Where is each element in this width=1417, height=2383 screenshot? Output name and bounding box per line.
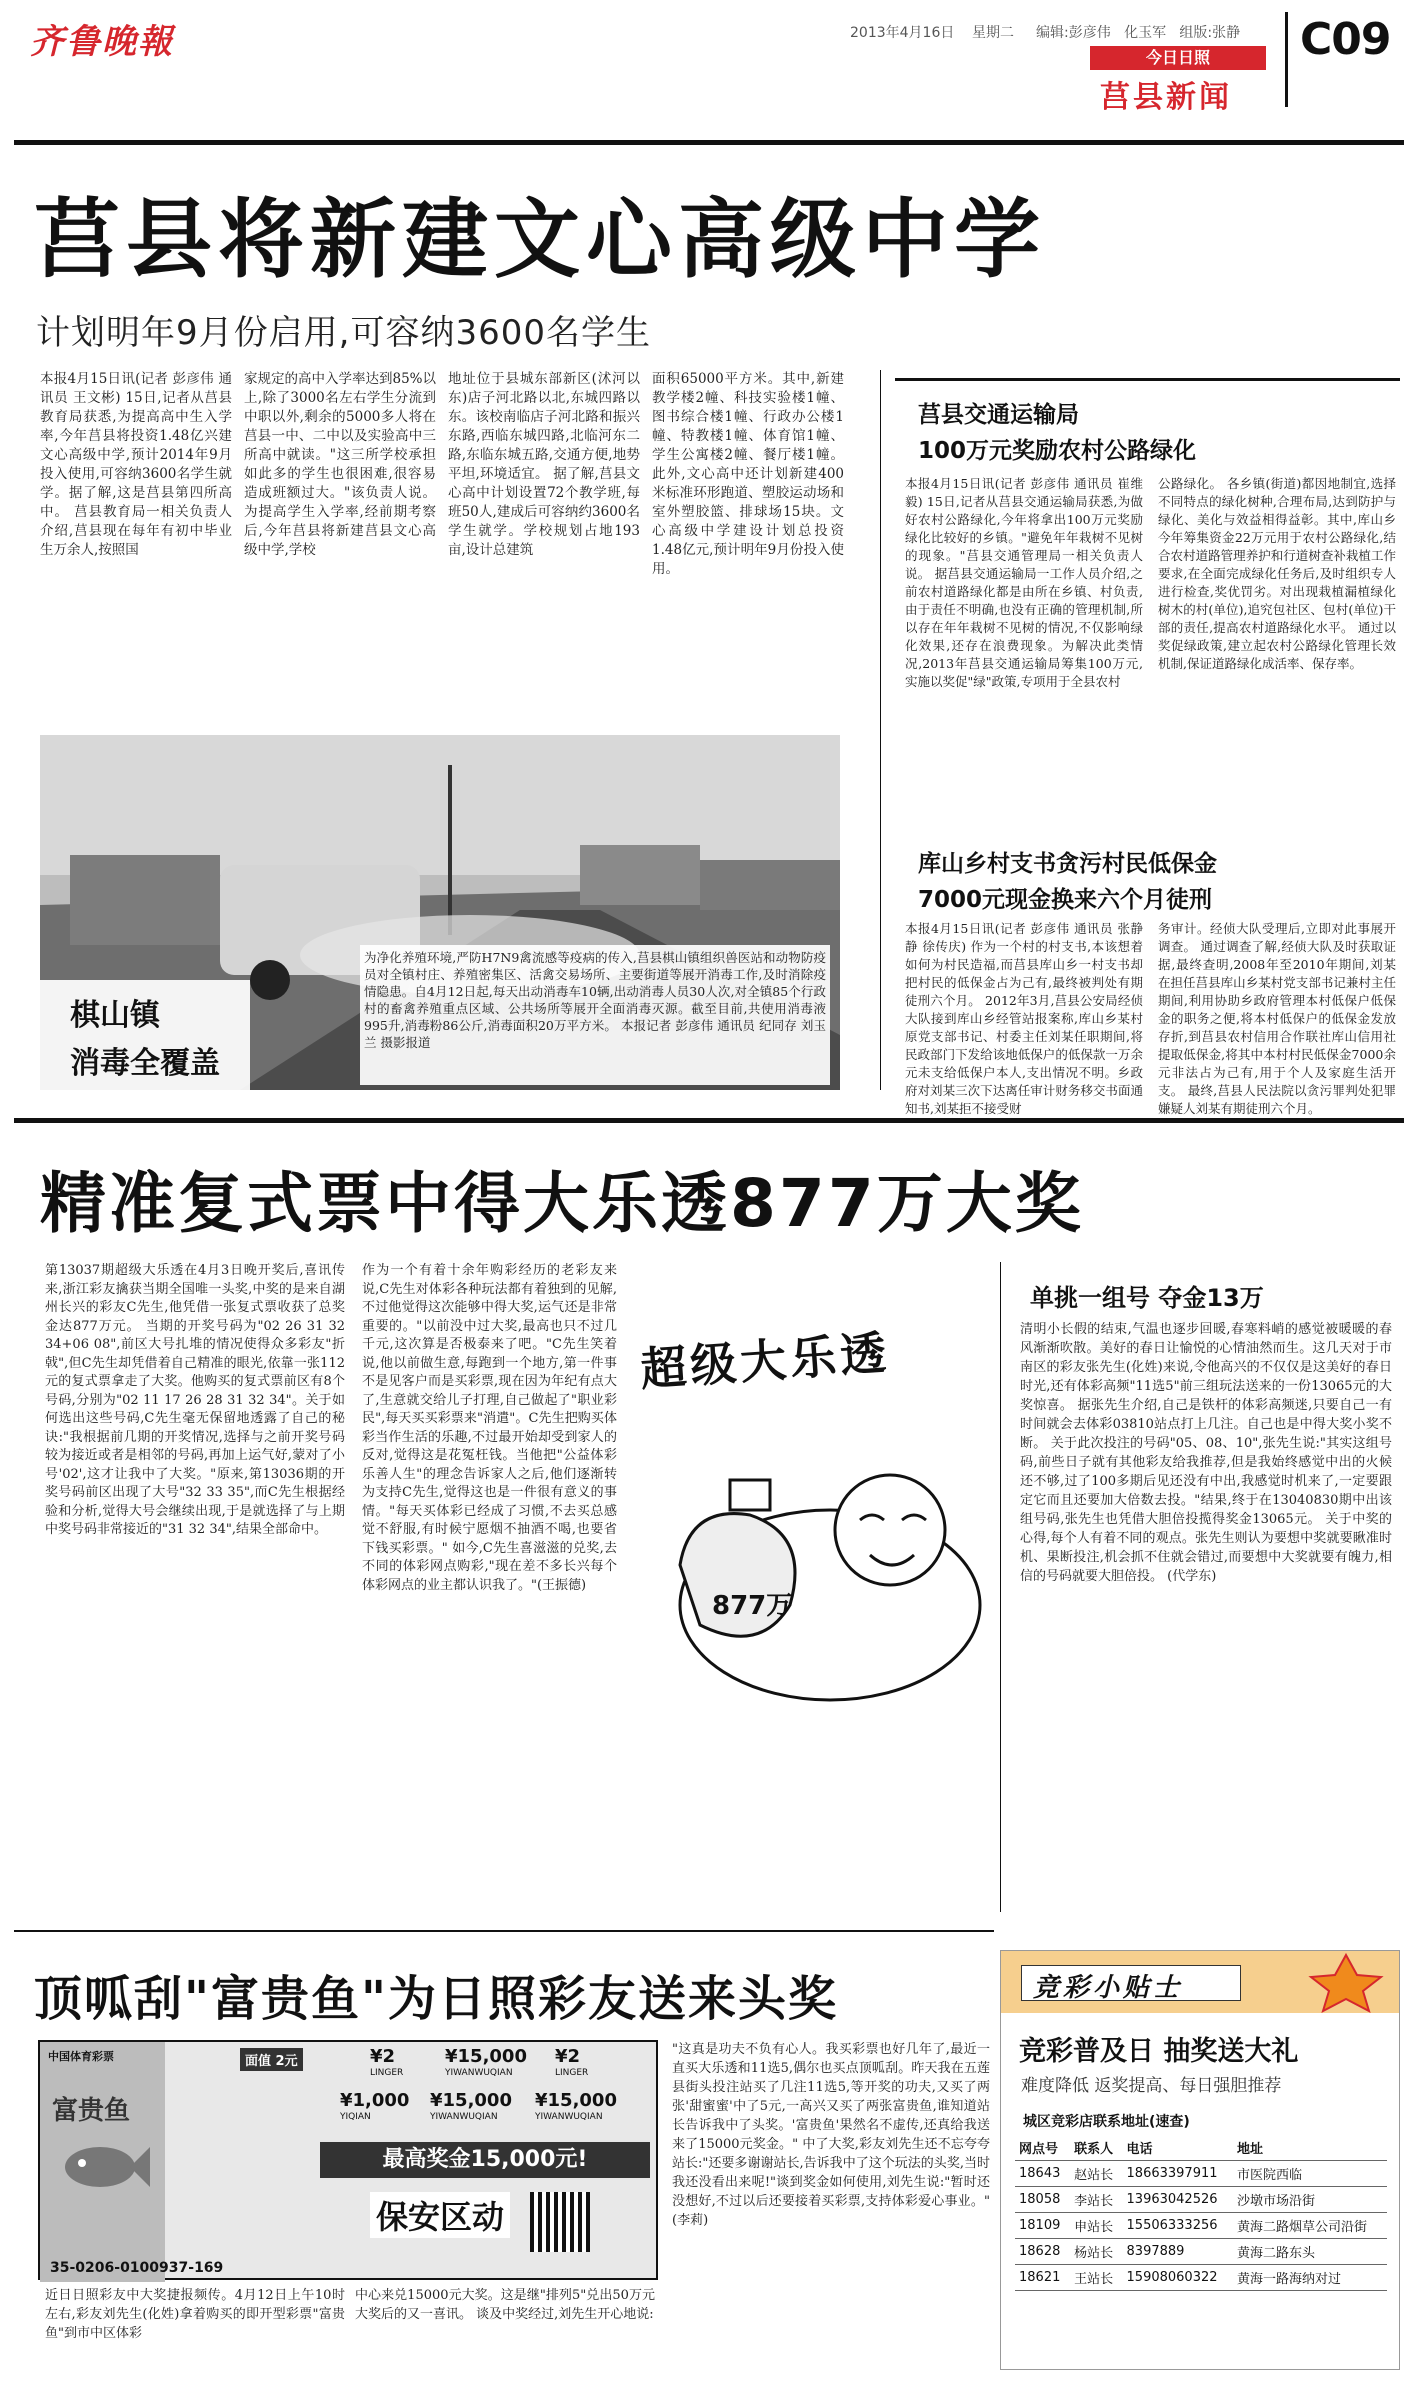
tips-title: 竞彩普及日 抽奖送大礼 xyxy=(1019,2036,1299,2067)
col-header-phone: 电话 xyxy=(1123,2135,1233,2161)
masthead xyxy=(0,0,1417,115)
side-box-title: 单挑一组号 夺金13万 xyxy=(1030,1284,1264,1312)
lottery-ticket xyxy=(38,2040,658,2280)
photo-title-box xyxy=(40,980,250,1090)
fish-headline: 顶呱刮"富贵鱼"为日照彩友送来头奖 xyxy=(34,1971,839,2027)
cartoon-bag-label: 877万 xyxy=(712,1591,793,1621)
issue-weekday: 星期二 xyxy=(972,25,1014,41)
side-box-divider xyxy=(1000,1262,1001,1912)
lead-headline: 莒县将新建文心高级中学 xyxy=(34,190,1046,290)
top-rule xyxy=(14,140,1404,145)
lead-col-3: 地址位于县城东部新区(沭河以东)店子河北路以北,东城四路以东。该校南临店子河北路和振兴东路,西临东城四路,北临河东二路,东临东城五路,交通方便,地势平坦,环境适宜。 据了解,莒县文心高中计划设置72个教学班,每班50人,建成后可容纳约3600名学生就学。学校规划占地193亩,设计总建筑 xyxy=(448,371,640,558)
col-header-outlet: 网点号 xyxy=(1015,2135,1070,2161)
lead-subhead: 计划明年9月份启用,可容纳3600名学生 xyxy=(36,313,651,353)
cartoon-label: 超级大乐透 xyxy=(638,1325,892,1397)
table-row xyxy=(1015,2213,1387,2239)
issue-date: 2013年4月16日 xyxy=(850,25,955,41)
right-col-divider xyxy=(880,370,881,1090)
cell-phone: 15506333256 xyxy=(1123,2213,1233,2239)
ticket-winner-hint: 保安区动 xyxy=(370,2192,510,2238)
cell-address: 沙墩市场沿街 xyxy=(1233,2187,1387,2213)
page-code: C09 xyxy=(1300,14,1391,65)
cell-outlet: 18058 xyxy=(1015,2187,1070,2213)
table-row xyxy=(1015,2187,1387,2213)
ticket-fish-label: 富贵鱼 xyxy=(52,2096,131,2126)
newspaper-logo: 齐鲁晚報 xyxy=(30,22,174,62)
cell-contact: 申站长 xyxy=(1070,2213,1122,2239)
lead-col-2: 家规定的高中入学率达到85%以上,除了3000名左右学生分流到中职以外,剩余的5000多人将在莒县一中、二中以及实验高中三所高中就读。"这三所学校承担如此多的学生也很困难,很容易造成班额过大。"该负责人说。 为提高学生入学率,经前期考察后,今年莒县将新建莒县文心高级中学,学校 xyxy=(244,371,437,558)
side-box-text: 清明小长假的结束,气温也逐步回暖,春寒料峭的感觉被暖暖的春风渐渐吹散。美好的春日让愉悦的心情油然而生。这几天对于市南区的彩友张先生(化姓)来说,令他高兴的不仅仅是这美好的春日时光,还有体彩高频"11选5"前三组玩法送来的一份13065元的大奖惊喜。 据张先生介绍,自己是铁杆的体彩高频迷,只要自己一有时间就会去体彩03810站点打上几注。自己也是中得大奖小奖不断。 关于此次投注的号码"05、08、10",张先生说:"其实这组号码,前些日子就有其他彩友给我推荐,但是我始终感觉中出的火候还不够,过了100多期后见还没有中出,我感觉时机来了,一定要跟定它而且还要加大倍数去投。"结果,终于在13040830期中出该组号码,张先生也凭借大胆倍投揽得奖金13065元。 关于中奖的心得,每个人有着不同的观点。张先生则认为要想中奖就要瞅准时机、果断投注,机会抓不住就会错过,而要想中大奖就要有魄力,相信的号码就要大胆倍投。 (代学东) xyxy=(1020,1322,1392,1584)
cell-contact: 赵站长 xyxy=(1070,2161,1122,2187)
cell-contact: 王站长 xyxy=(1070,2265,1122,2291)
ticket-prize-banner: 最高奖金15,000元! xyxy=(320,2142,650,2178)
cell-outlet: 18621 xyxy=(1015,2265,1070,2291)
ticket-serial: 35-0206-0100937-169 xyxy=(50,2260,224,2276)
lead-col-4: 面积65000平方米。其中,新建教学楼2幢、科技实验楼1幢、图书综合楼1幢、行政办公楼1幢、特教楼1幢、体育馆1幢、学生公寓楼2幢、餐厅楼1幢。此外,文心高中还计划新建400米标准环形跑道、塑胶运动场和室外塑胶篮、排球场15块。文心高级中学建设计划总投资1.48亿元,预计明年9月份投入使用。 xyxy=(652,371,844,577)
table-row xyxy=(1015,2265,1387,2291)
editor-credits: 编辑:彭彦伟 化玉军 组版:张静 xyxy=(1036,25,1241,41)
cell-phone: 18663397911 xyxy=(1123,2161,1233,2187)
traffic-title-2: 100万元奖励农村公路绿化 xyxy=(918,438,1197,464)
ticket-word-1: LINGER xyxy=(370,2068,404,2078)
poverty-col-1: 本报4月15日讯(记者 彭彦伟 通讯员 张静静 徐传庆) 作为一个村的村支书,本该想着如何为村民造福,而莒县库山乡一村支书却把村民的低保金占为己有,最终被判处有期徒刑六个月。 2012年3月,莒县公安局经侦大队接到库山乡经管站报案称,库山乡某村原党支部书记、村委主任刘某任职期间,将民政部门下发给该地低保户的低保款一万余元未支给低保户本人,支出情况不明。乡政府对刘某三次下达离任审计财务移交书面通知书,刘某拒不接受财 xyxy=(905,921,1143,1116)
lottery-headline: 精准复式票中得大乐透877万大奖 xyxy=(40,1165,1084,1242)
ticket-price: 面值 2元 xyxy=(240,2048,303,2071)
mid-rule xyxy=(14,1118,1404,1123)
cell-address: 黄海一路海纳对过 xyxy=(1233,2265,1387,2291)
table-row xyxy=(1015,2239,1387,2265)
col-header-contact: 联系人 xyxy=(1070,2135,1122,2161)
ticket-amount-2: ¥15,000 xyxy=(445,2046,527,2067)
cell-phone: 15908060322 xyxy=(1123,2265,1233,2291)
photo-title-line1: 棋山镇 xyxy=(70,998,160,1033)
lottery-col-1: 第13037期超级大乐透在4月3日晚开奖后,喜讯传来,浙江彩友擒获当期全国唯一头奖,中奖的是来自湖州长兴的彩友C先生,他凭借一张复式票收获了总奖金达877万元。 当期的开奖号码为"02 26 31 32 34+06 08",前区大号扎堆的情况使得众多彩友"折戟",但C先生却凭借着自己精准的眼光,依靠一张112元的复式票拿走了大奖。他购买的复式票前区有8个号码,分别为"02 11 17 26 28 31 32 34"。关于如何选出这些号码,C先生毫无保留地透露了自己的秘诀:"我根据前几期的开奖情况,选择与之前开奖号码较为接近或者是相邻的号码,再加上运气好,蒙对了小号'02',这才让我中了大奖。"原来,第13036期的开奖号码前区出现了大号"32 33 35",而C先生根据经验和分析,觉得大号会继续出现,于是就选择了与上期中奖号码非常接近的"31 32 34",结果全部命中。 xyxy=(45,1263,345,1537)
tips-address-heading: 城区竞彩店联系地址(速查) xyxy=(1023,2114,1190,2130)
ticket-amount-4: ¥1,000 xyxy=(340,2090,410,2111)
section-name: 莒县新闻 xyxy=(1100,80,1232,115)
ticket-amount-1: ¥2 xyxy=(370,2046,396,2067)
traffic-title-1: 莒县交通运输局 xyxy=(918,402,1079,428)
cell-address: 黄海二路烟草公司沿街 xyxy=(1233,2213,1387,2239)
lower-rule xyxy=(14,1930,994,1932)
lottery-col-2: 作为一个有着十余年购彩经历的老彩友来说,C先生对体彩各种玩法都有着独到的见解,不过他觉得这次能够中得大奖,运气还是非常重要的。"以前没中过大奖,最高也只不过几千元,这次算是否极泰来了吧。"C先生笑着说,他以前做生意,每跑到一个地方,第一件事不是见客户而是买彩票,现在因为年纪有点大了,生意就交给儿子打理,自己做起了"职业彩民",每天买买彩票来"消遣"。C先生把购买体彩当作生活的乐趣,不过最开始却受到家人的反对,觉得这是花冤枉钱。当他把"公益体彩 乐善人生"的理念告诉家人之后,他们逐渐转为支持C先生,觉得这也是一件很有意义的事情。"每天买体彩已经成了习惯,不去买总感觉不舒服,有时候宁愿烟不抽酒不喝,也要省下钱买彩票。" 如今,C先生喜滋滋的兑奖,去不同的体彩网点购彩,"现在差不多长兴每个体彩网点的业主都认识我了。"(王振德) xyxy=(362,1263,617,1593)
lottery-cartoon xyxy=(620,1315,995,1700)
ticket-word-2: YIWANWUQIAN xyxy=(445,2068,513,2078)
poverty-title-2: 7000元现金换来六个月徒刑 xyxy=(918,887,1213,913)
ticket-fish-icon xyxy=(60,2137,150,2201)
cell-outlet: 18109 xyxy=(1015,2213,1070,2239)
ticket-amount-3: ¥2 xyxy=(555,2046,581,2067)
traffic-col-1: 本报4月15日讯(记者 彭彦伟 通讯员 崔维毅) 15日,记者从莒县交通运输局获悉,为做好农村公路绿化,今年将拿出100万元奖励绿化比较好的乡镇。"避免年年栽树不见树的现象。"莒县交通管理局一相关负责人说。 据莒县交通运输局一工作人员介绍,之前农村道路绿化都是由所在乡镇、村负责,由于责任不明确,也没有正确的管理机制,所以存在年年栽树不见树的情况,不仅影响绿化效果,还存在浪费现象。为解决此类情况,2013年莒县交通运输局筹集100万元,实施以奖促"绿"政策,专项用于全县农村 xyxy=(905,476,1143,689)
cell-contact: 李站长 xyxy=(1070,2187,1122,2213)
cell-contact: 杨站长 xyxy=(1070,2239,1122,2265)
col-header-address: 地址 xyxy=(1233,2135,1387,2161)
masthead-divider xyxy=(1285,12,1288,107)
photo-title-line2: 消毒全覆盖 xyxy=(70,1046,220,1081)
tips-banner-text: 竞彩小贴士 xyxy=(1033,1973,1184,2003)
fish-col-3: "这真是功夫不负有心人。我买彩票也好几年了,最近一直买大乐透和11选5,偶尔也买点顶呱刮。昨天我在五莲县街头投注站买了几注11选5,等开奖的功夫,又买了两张'甜蜜蜜'中了5元,一高兴又买了两张富贵鱼,谁知道站长告诉我中了头奖。'富贵鱼'果然名不虚传,还真给我送来了15000元奖金。" 中了大奖,彩友刘先生还不忘夸夸站长:"还要多谢谢站长,告诉我中了这个玩法的头奖,当时我还没看出来呢!"谈到奖金如何使用,刘先生说:"暂时还没想好,不过以后还要接着买彩票,支持体彩爱心事业。" (李莉) xyxy=(672,2042,990,2228)
poverty-title-1: 库山乡村支书贪污村民低保金 xyxy=(918,851,1217,877)
ticket-word-5: YIWANWUQIAN xyxy=(430,2112,498,2122)
cell-phone: 13963042526 xyxy=(1123,2187,1233,2213)
ticket-word-4: YIQIAN xyxy=(340,2112,371,2122)
cell-phone: 8397889 xyxy=(1123,2239,1233,2265)
tips-slogan: 难度降低 返奖提高、每日强胆推荐 xyxy=(1021,2076,1282,2096)
ticket-word-3: LINGER xyxy=(555,2068,589,2078)
photo-caption: 为净化养殖环境,严防H7N9禽流感等疫病的传入,莒县棋山镇组织兽医站和动物防疫员对全镇村庄、养殖密集区、活禽交易场所、主要街道等展开消毒工作,及时消除疫情隐患。自4月12日起,每天出动消毒车10辆,出动消毒人员30人次,对全镇85个行政村的畜禽养殖重点区域、公共场所等展开全面消毒灭源。截至目前,共使用消毒液995升,消毒粉86公斤,消毒面积20万平方米。 本报记者 彭彦伟 通讯员 纪同存 刘玉兰 摄影报道 xyxy=(360,945,830,1085)
fish-col-1: 近日日照彩友中大奖捷报频传。4月12日上午10时左右,彩友刘先生(化姓)拿着购买的即开型彩票"富贵鱼"到市中区体彩 xyxy=(45,2288,345,2341)
ticket-amount-5: ¥15,000 xyxy=(430,2090,512,2111)
ticket-brand: 中国体育彩票 xyxy=(48,2050,114,2063)
cell-outlet: 18628 xyxy=(1015,2239,1070,2265)
ticket-qr-code xyxy=(530,2192,590,2252)
traffic-col-2: 公路绿化。 各乡镇(街道)都因地制宜,选择不同特点的绿化树种,合理布局,达到防护与绿化、美化与效益相得益彰。其中,库山乡今年筹集资金22万元用于农村公路绿化,结合农村道路管理养护和行道树查补栽植工作要求,在全面完成绿化任务后,及时组织专人进行检查,奖优罚劣。对出现栽植漏植绿化树木的村(单位),追究包社区、包村(单位)干部的责任,提高农村道路绿化水平。 通过以奖促绿政策,建立起农村公路绿化管理长效机制,保证道路绿化成活率、保存率。 xyxy=(1158,476,1396,671)
star-icon xyxy=(1301,1953,1391,2017)
cell-address: 市医院西临 xyxy=(1233,2161,1387,2187)
tips-address-table xyxy=(1015,2135,1387,2291)
ticket-word-6: YIWANWUQIAN xyxy=(535,2112,603,2122)
poverty-col-2: 务审计。经侦大队受理后,立即对此事展开调查。 通过调查了解,经侦大队及时获取证据,最终查明,2008年至2010年期间,刘某在担任莒县库山乡某村党支部书记兼村主任期间,利用协助乡政府管理本村低保户低保金的职务之便,将本村低保户的低保金发放存折,到莒县农村信用合作联社库山信用社提取低保金,将其中本村村民低保金7000余元非法占为己有,用于个人及家庭生活开支。 最终,莒县人民法院以贪污罪判处犯罪嫌疑人刘某有期徒刑六个月。 xyxy=(1158,921,1396,1116)
lead-col-1: 本报4月15日讯(记者 彭彦伟 通讯员 王文彬) 15日,记者从莒县教育局获悉,为提高高中生入学率,今年莒县将投资1.48亿兴建文心高级中学,预计2014年9月投入使用,可容纳3600名学生就学。据了解,这是莒县第四所高中。 莒县教育局一相关负责人介绍,莒县现在每年有初中毕业生万余人,按照国 xyxy=(40,371,232,558)
edition-tag: 今日日照 xyxy=(1090,46,1266,70)
disinfection-photo xyxy=(40,735,840,1090)
table-header-row xyxy=(1015,2135,1387,2161)
ticket-amount-6: ¥15,000 xyxy=(535,2090,617,2111)
cell-address: 黄海二路东头 xyxy=(1233,2239,1387,2265)
traffic-top-rule xyxy=(895,378,1400,381)
fish-col-2: 中心来兑15000元大奖。这是继"排列5"兑出50万元大奖后的又一喜讯。 谈及中奖经过,刘先生开心地说: xyxy=(355,2288,655,2322)
tips-address-table-wrap xyxy=(1015,2135,1387,2291)
cell-outlet: 18643 xyxy=(1015,2161,1070,2187)
table-row xyxy=(1015,2161,1387,2187)
tips-box xyxy=(1000,1950,1400,2370)
